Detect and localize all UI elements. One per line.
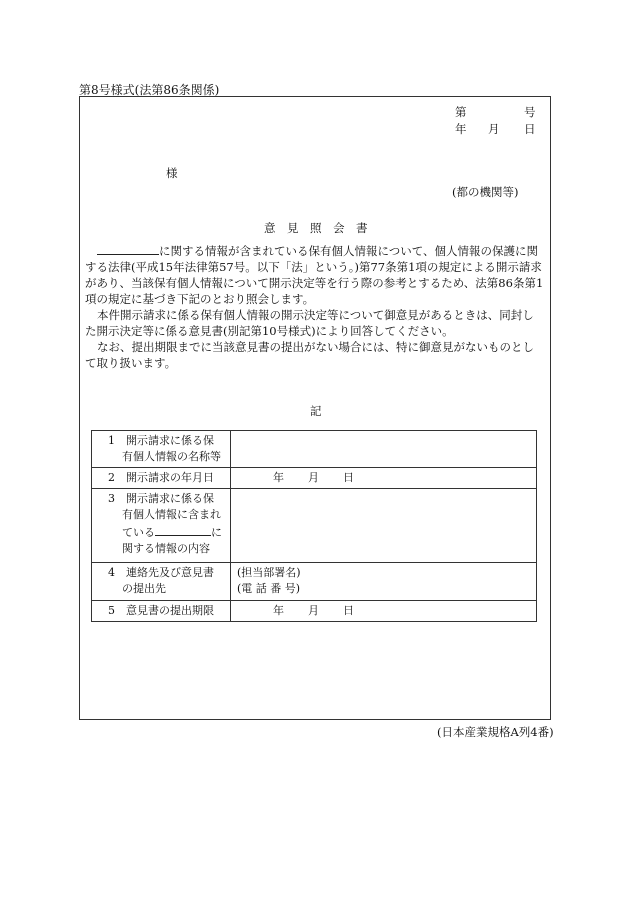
body-text — [85, 242, 545, 371]
body-p3-line1: なお、提出期限までに当該意見書の提出がない場合には、特に御意見がないものとし — [97, 340, 534, 354]
row5-label: 5 意見書の提出期限 — [92, 601, 231, 622]
body-p1-line3: があり、当該保有個人情報について開示決定等を行う際の参考とするため、法第86条第1 — [85, 276, 544, 290]
addressee-sama: 様 — [166, 166, 178, 180]
row4-label: 4 連絡先及び意見書 の提出先 — [92, 563, 231, 601]
details-table — [91, 430, 537, 622]
table-row — [92, 601, 537, 622]
body-p2-line1: 本件開示請求に係る保有個人情報の開示決定等について御意見があるときは、同封し — [97, 308, 534, 322]
table-row — [92, 563, 537, 601]
form-number-label: 第8号様式(法第86条関係) — [79, 83, 220, 97]
row2-label: 2 開示請求の年月日 — [92, 468, 231, 489]
body-p2-line2: た開示決定等に係る意見書(別記第10号様式)により回答してください。 — [85, 324, 454, 338]
row5-value: 年 月 日 — [231, 601, 537, 622]
doc-date-day: 日 — [524, 122, 536, 136]
table-row — [92, 489, 537, 563]
row2-value: 年 月 日 — [231, 468, 537, 489]
body-p1-line1: に関する情報が含まれている保有個人情報について、個人情報の保護に関 — [85, 242, 545, 259]
doc-date-month: 月 — [488, 122, 500, 136]
row1-value — [231, 431, 537, 468]
doc-date-year: 年 — [455, 122, 467, 136]
row3-value — [231, 489, 537, 563]
body-p3-line2: て取り扱います。 — [85, 356, 177, 370]
jis-size-note: (日本産業規格A列4番) — [437, 725, 554, 739]
table-row — [92, 468, 537, 489]
body-p1-line4: 項の規定に基づき下記のとおり照会します。 — [85, 292, 315, 306]
ki-heading: 記 — [310, 404, 322, 418]
blank-line — [97, 242, 159, 255]
table-row — [92, 431, 537, 468]
row4-value: (担当部署名) (電 話 番 号) — [231, 563, 537, 601]
document-title: 意 見 照 会 書 — [264, 221, 368, 235]
doc-number-dai: 第 — [455, 105, 467, 119]
row1-label: 1 開示請求に係る保 有個人情報の名称等 — [92, 431, 231, 468]
body-p1-line2: する法律(平成15年法律第57号。以下「法」という。)第77条第1項の規定による開示請求 — [85, 260, 542, 274]
blank-line — [155, 523, 211, 536]
sender-agency: (都の機関等) — [452, 185, 519, 199]
row3-label: 3 開示請求に係る保 有個人情報に含まれ ている に 関する情報の内容 — [92, 489, 231, 563]
doc-number-go: 号 — [524, 105, 536, 119]
